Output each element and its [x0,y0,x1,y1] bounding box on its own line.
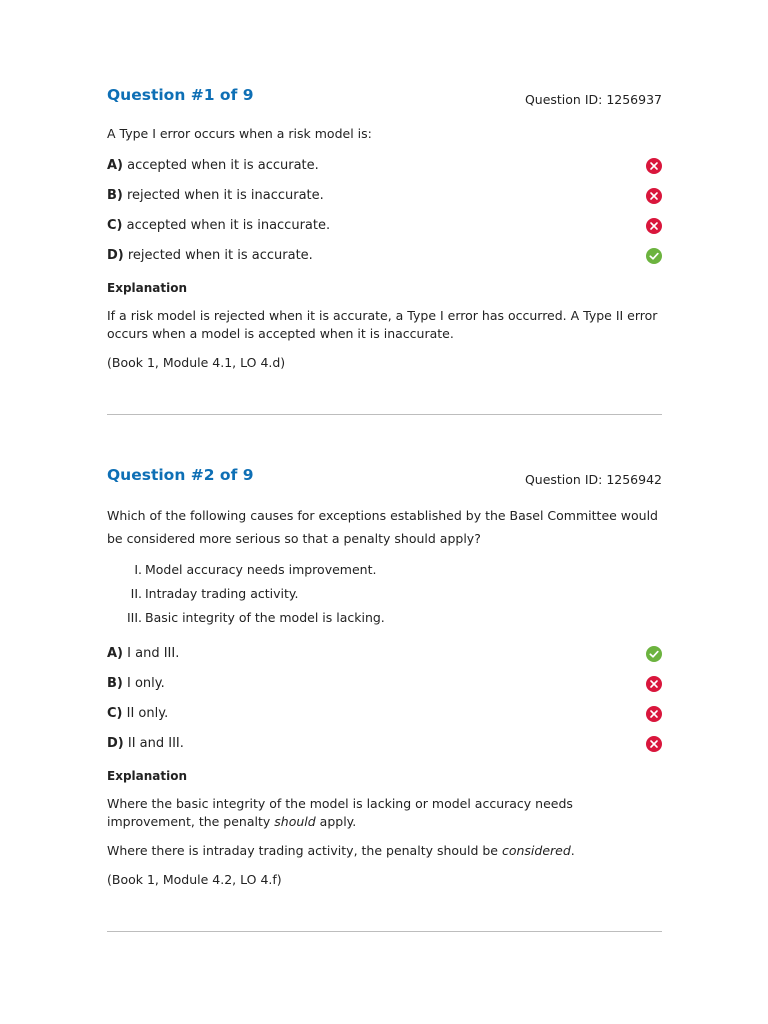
x-circle-icon [646,188,662,204]
question-id: Question ID: 1256942 [524,472,662,487]
statement-item [107,582,662,606]
answer-a [107,151,662,181]
section-divider [107,414,662,415]
answer-letter: B) [107,676,123,691]
explanation-text-part: . [570,843,575,858]
explanation-reference: (Book 1, Module 4.2, LO 4.f) [107,872,282,887]
question-2 [107,466,662,889]
answer-d [107,729,662,759]
answer-letter: C) [107,706,123,721]
answer-list [107,639,662,759]
explanation-text-part: Where the basic integrity of the model is lacking or model accuracy needs improvement, the penalty [107,796,573,829]
explanation-emphasis: should [274,814,316,829]
check-circle-icon [646,646,662,662]
statement-item [107,558,662,582]
answer-text: I only. [127,676,165,691]
explanation-text-part: Where there is intraday trading activity, the penalty should be [107,843,502,858]
statement-number: I. [134,562,142,577]
answer-letter: C) [107,218,123,233]
x-circle-icon [646,736,662,752]
answer-text: accepted when it is inaccurate. [126,218,331,233]
question-header [107,86,662,114]
check-circle-icon [646,248,662,264]
question-id: Question ID: 1256937 [524,92,662,107]
section-divider [107,931,662,932]
question-header [107,466,662,494]
answer-text: II only. [126,706,169,721]
explanation-text: If a risk model is rejected when it is accurate, a Type I error has occurred. A Type II error occurs when a model is accepted when it is inaccurate. [107,308,658,341]
answer-list [107,151,662,271]
answer-d [107,241,662,271]
question-1 [107,86,662,372]
answer-c [107,699,662,729]
statement-text: Model accuracy needs improvement. [145,562,377,577]
question-text: Which of the following causes for exceptions established by the Basel Committee would be considered more serious so that a penalty should apply? [107,508,658,546]
explanation-text [107,842,662,860]
x-circle-icon [646,218,662,234]
explanation-text-part: apply. [315,814,357,829]
question-title: Question #2 of 9 [107,466,254,484]
explanation-text [107,795,662,831]
answer-text: rejected when it is inaccurate. [127,188,324,203]
answer-c [107,211,662,241]
explanation-heading: Explanation [107,281,188,295]
x-circle-icon [646,676,662,692]
answer-letter: A) [107,158,124,173]
answer-text: accepted when it is accurate. [127,158,319,173]
x-circle-icon [646,158,662,174]
question-text: A Type I error occurs when a risk model is: [107,126,372,141]
explanation-heading: Explanation [107,769,188,783]
answer-b [107,669,662,699]
statement-item [107,606,662,630]
answer-text: I and III. [127,646,180,661]
statement-list [107,558,662,630]
question-title: Question #1 of 9 [107,86,254,104]
answer-a [107,639,662,669]
explanation-reference: (Book 1, Module 4.1, LO 4.d) [107,355,286,370]
answer-letter: B) [107,188,123,203]
statement-number: II. [130,586,142,601]
answer-letter: D) [107,736,124,751]
explanation-emphasis: considered [501,843,571,858]
x-circle-icon [646,706,662,722]
statement-number: III. [126,610,142,625]
statement-text: Basic integrity of the model is lacking. [145,610,385,625]
answer-letter: A) [107,646,124,661]
answer-letter: D) [107,248,124,263]
answer-text: II and III. [127,736,184,751]
answer-text: rejected when it is accurate. [127,248,313,263]
statement-text: Intraday trading activity. [145,586,299,601]
answer-b [107,181,662,211]
